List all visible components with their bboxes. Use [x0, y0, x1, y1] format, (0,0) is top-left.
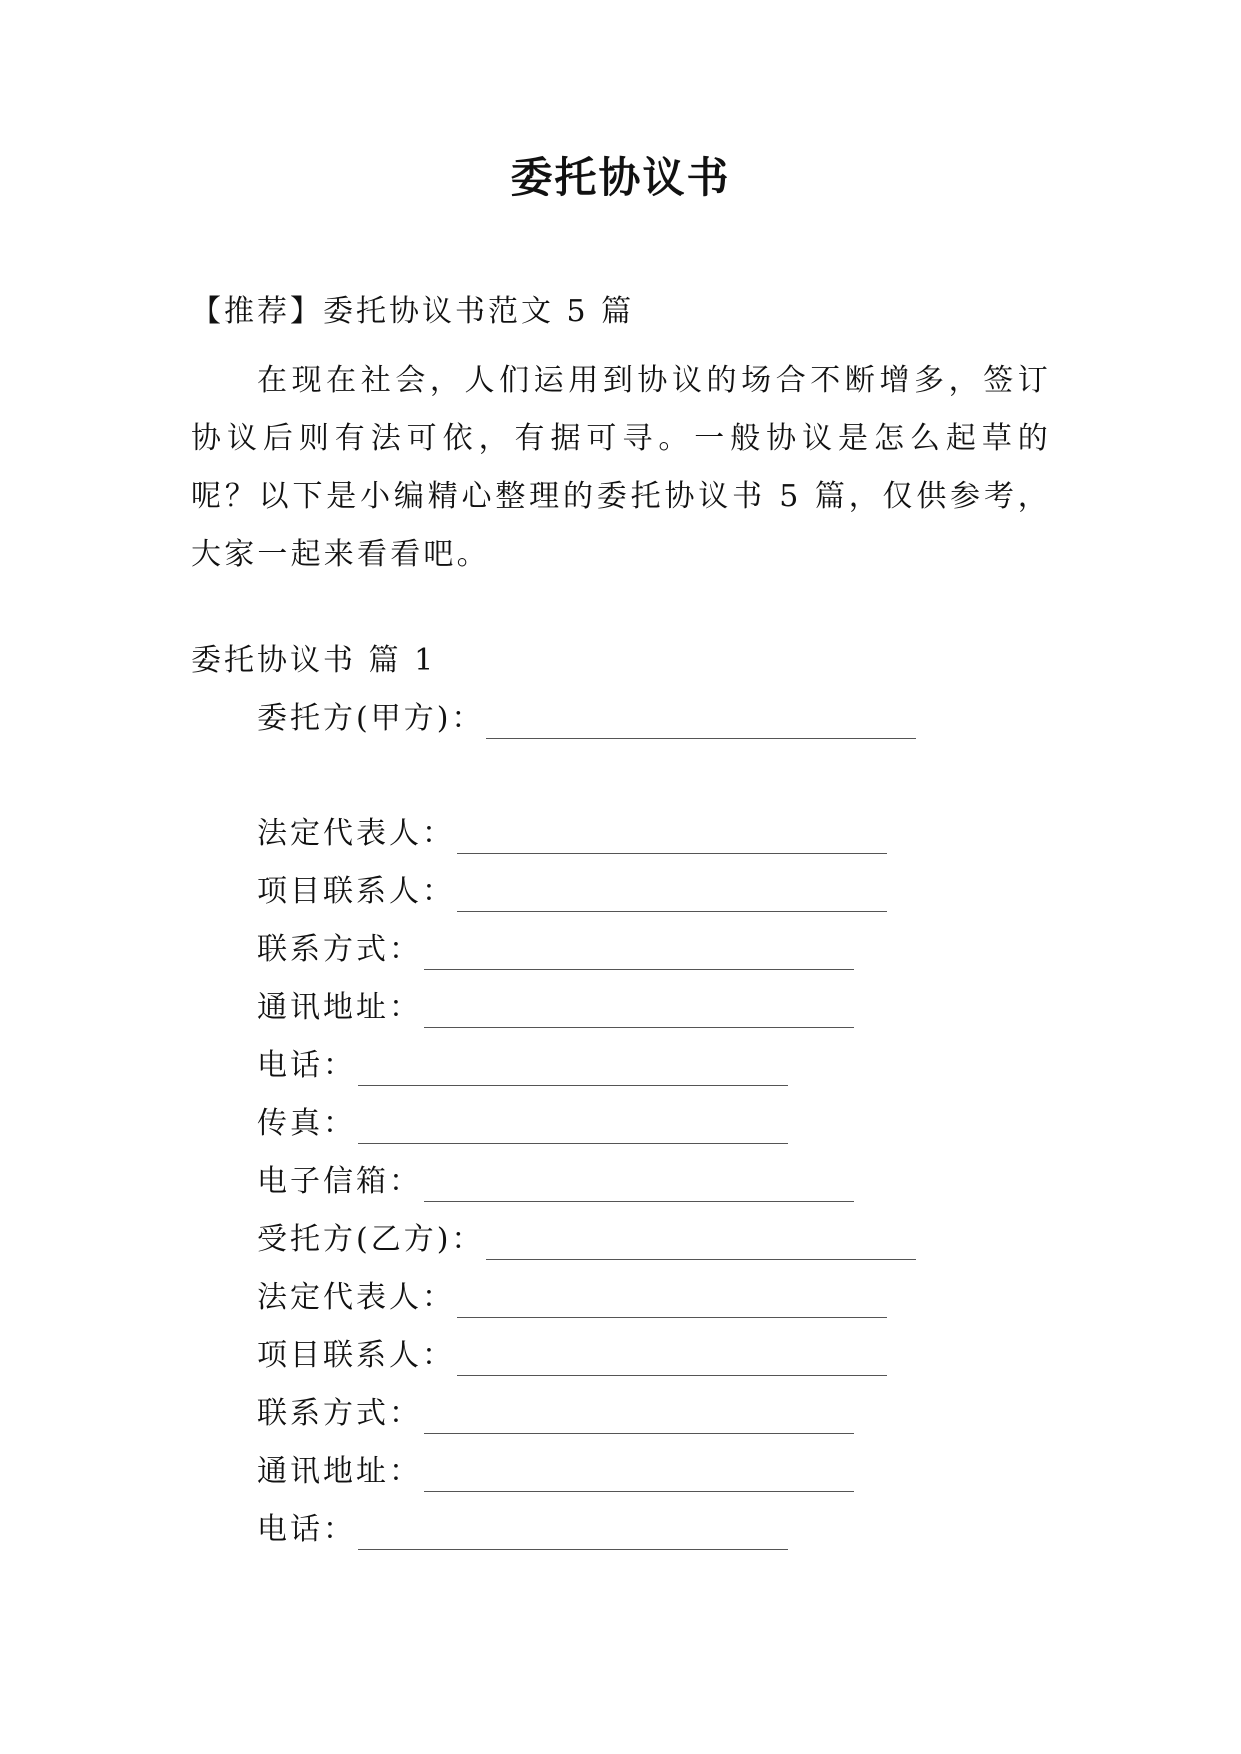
- field-legal-rep-b: [257, 1278, 887, 1318]
- blank-line: [457, 825, 887, 854]
- field-contact-method-b: [257, 1394, 854, 1434]
- field-label: 通讯地址：: [257, 990, 422, 1025]
- field-project-contact-b: [257, 1336, 887, 1376]
- field-contact-method-a: [257, 930, 854, 970]
- field-label: 电话：: [257, 1512, 356, 1547]
- field-label: 项目联系人：: [257, 1338, 455, 1373]
- document-title: 委托协议书: [510, 153, 731, 202]
- field-legal-rep-a: [257, 814, 887, 854]
- field-label: 受托方(乙方)：: [257, 1222, 485, 1257]
- field-fax-a: [257, 1104, 788, 1144]
- field-address-b: [257, 1452, 854, 1492]
- field-phone-a: [257, 1046, 788, 1086]
- blank-line: [457, 1289, 887, 1318]
- field-project-contact-a: [257, 872, 887, 912]
- blank-line: [457, 1347, 887, 1376]
- field-address-a: [257, 988, 854, 1028]
- field-label: 电子信箱：: [257, 1164, 422, 1199]
- field-label: 法定代表人：: [257, 1280, 455, 1315]
- field-trustee-party: [257, 1220, 916, 1260]
- blank-line: [486, 710, 916, 739]
- field-label: 传真：: [257, 1106, 356, 1141]
- field-label: 联系方式：: [257, 932, 422, 967]
- field-email-a: [257, 1162, 854, 1202]
- blank-line: [424, 941, 854, 970]
- blank-line: [457, 883, 887, 912]
- recommend-line: 【推荐】委托协议书范文 5 篇: [191, 294, 635, 329]
- field-client-party: [257, 699, 916, 739]
- blank-line: [358, 1115, 788, 1144]
- field-label: 通讯地址：: [257, 1454, 422, 1489]
- blank-line: [358, 1057, 788, 1086]
- blank-line: [358, 1521, 788, 1550]
- field-phone-b: [257, 1510, 788, 1550]
- intro-paragraph: 在现在社会，人们运用到协议的场合不断增多，签订协议后则有法可依，有据可寻。一般协议是怎么起草的呢？以下是小编精心整理的委托协议书 5 篇，仅供参考，大家一起来看看吧。: [191, 363, 1051, 572]
- section-heading: 委托协议书 篇 1: [191, 643, 437, 678]
- blank-line: [424, 1463, 854, 1492]
- field-label: 法定代表人：: [257, 816, 455, 851]
- blank-line: [486, 1231, 916, 1260]
- blank-line: [424, 999, 854, 1028]
- blank-line: [424, 1173, 854, 1202]
- field-label: 委托方(甲方)：: [257, 701, 485, 736]
- field-label: 项目联系人：: [257, 874, 455, 909]
- field-label: 电话：: [257, 1048, 356, 1083]
- field-label: 联系方式：: [257, 1396, 422, 1431]
- blank-line: [424, 1405, 854, 1434]
